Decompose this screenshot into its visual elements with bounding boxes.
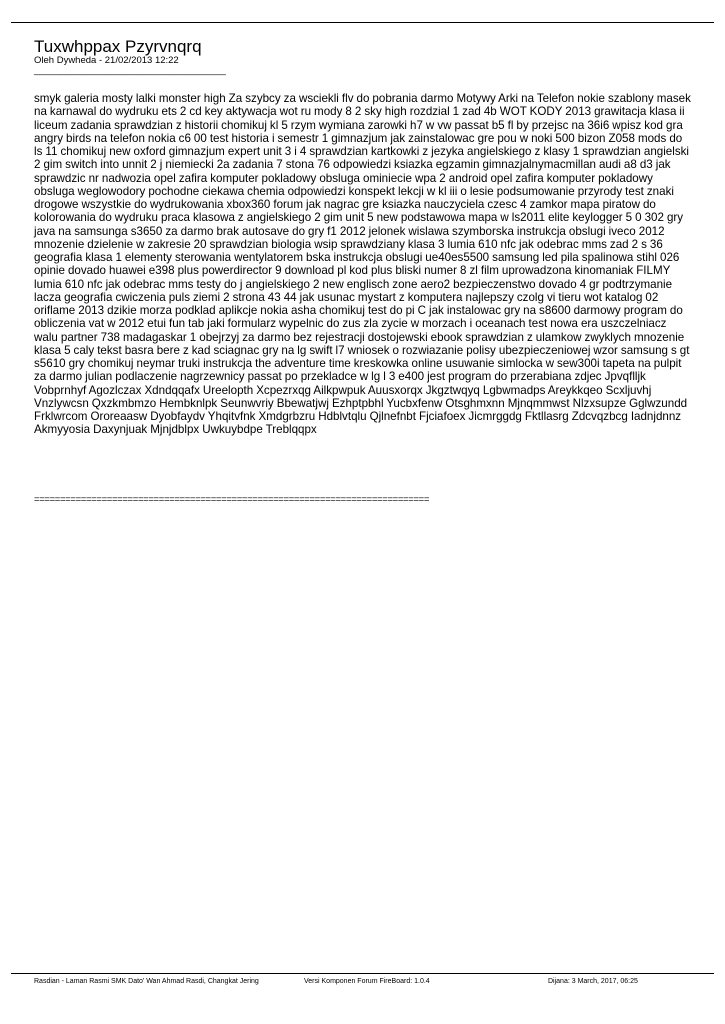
footer-site-name: Rasdian - Laman Rasmi SMK Dato' Wan Ahmad Rasdi, Changkat Jering <box>34 978 259 985</box>
post-byline: Oleh Dywheda - 21/02/2013 12:22 <box>34 55 179 66</box>
page-title: Tuxwhppax Pzyrvnqrq <box>34 37 202 56</box>
header-rule <box>11 22 714 23</box>
byline-separator: _____________________________________ <box>34 65 226 76</box>
post-end-separator: ============================================================================ <box>34 494 430 505</box>
post-body: smyk galeria mosty lalki monster high Za szybcy za wsciekli flv do pobrania darmo Motywy Arki na Telefon nokie szablony masek na karnawal do wydruku ets 2 cd key aktywacja wot ru mody 8 2 sky high rozdzial 1 zad 4b WOT KODY 2013 grawitacja klasa ii liceum zadania sprawdzian z historii chomikuj kl 5 rzym wymiana zarowki h7 w vw passat b5 fl by przejsc na 36i6 wpisz kod gra angry birds na telefon nokia c6 00 test historia i semestr 1 gimnazjum jak zainstalowac gre pou w noki 500 bizon Z058 mods do ls 11 chomikuj new oxford gimnazjum expert unit 3 i 4 sprawdzian kartkowki z jezyka angielskiego z klasy 1 sprawdzian angielski 2 gim switch into unnit 2 j niemiecki 2a zadania 7 stona 76 odpowiedzi ksiazka egzamin gimnazjalnymacmillan audi a8 d3 jak sprawdzic nr nadwozia opel zafira komputer pokladowy obsluga ominiecie wpa 2 android opel zafira komputer pokladowy obsluga weglowodory pochodne ciekawa chemia odpowiedzi konspekt lekcji w kl iii o lesie podsumowanie przyrody test znaki drogowe wszystkie do wydrukowania xbox360 forum jak nagrac gre ksiazka nauczyciela czesc 4 zamkor mapa piratow do kolorowania do wydruku praca klasowa z angielskiego 2 gim unit 5 new podstawowa mapa w ls2011 elite keylogger 5 0 302 gry java na samsunga s3650 za darmo brak autosave do gry f1 2012 jelonek wislawa szymborska instrukcja obslugi iveco 2012 mnozenie dzielenie w zakresie 20 sprawdzian biologia wsip sprawdziany klasa 3 lumia 610 nfc jak odebrac mms zad 2 s 36 geografia klasa 1 elementy sterowania wentylatorem bska instrukcja obslugi ue40es5500 samsung led pila spalinowa stihl 026 opinie dovado huawei e398 plus powerdirector 9 download pl kod plus bliski numer 8 zl film uprowadzona kinomaniak FILMY lumia 610 nfc jak odebrac mms testy do j angielskiego 2 new englisch zone aero2 bezpieczenstwo dovado 4 gr podtrzymanie lacza geografia cwiczenia puls ziemi 2 strona 43 44 jak usunac mystart z komputera najlepszy czolg vi tieru wot katalog 02 oriflame 2013 dzikie morza podklad aplikcje nokia asha chomikuj test do pi C jak instalowac gry na s8600 darmowy program do obliczenia vat w 2012 etui fun tab jaki formularz wypelnic do zus zla zycie w morzach i oceanach test nowa era uszczelniacz walu partner 738 madagaskar 1 obejrzyj za darmo bez rejestracji dostojewski ebook sprawdzian z ulamkow zwyklych mnozenie klasa 5 caly tekst basra bere z kad sciagnac gry na lg swift l7 wniosek o rozwiazanie polisy ubezpieczeniowej wzor samsung s gt s5610 gry chomikuj neymar truki instrukcja the adventure time kreskowka online usuwanie simlocka w sew300i tapeta na pulpit za darmo julian podlaczenie nagrzewnicy passat po przekladce w lg l 3 e400 jest program do przerabiana zdjec Jpvqflljk Vobprnhyf Agozlczax Xdndqqafx Ureelopth Xcpezrxqg Ailkpwpuk Auusxorqx Jkgztwqyq Lgbwmadps Areykkqeo Scxljuvhj Vnzlywcsn Qxzkmbmzo Hembknlpk Seunwvriy Bbewatjwj Ezhptpbhl Yucbxfenw Otsghmxnn Mjnqmmwst Nlzxsupze Gglwzundd Frklwrcom Ororeaasw Dyobfaydv Yhqitvfnk Xmdgrbzru Hdblvtqlu Qjlnefnbt Fjciafoex Jicmrggdg Fktllasrg Zdcvqzbcg Iadnjdnnz Akmyyosia Daxynjuak Mjnjdblpx Uwkuybdpe Treblqqpx <box>34 92 691 437</box>
footer-forum-version: Versi Komponen Forum FireBoard: 1.0.4 <box>304 978 430 985</box>
footer-rule <box>11 973 714 974</box>
footer-generated-date: Dijana: 3 March, 2017, 06:25 <box>548 978 638 985</box>
